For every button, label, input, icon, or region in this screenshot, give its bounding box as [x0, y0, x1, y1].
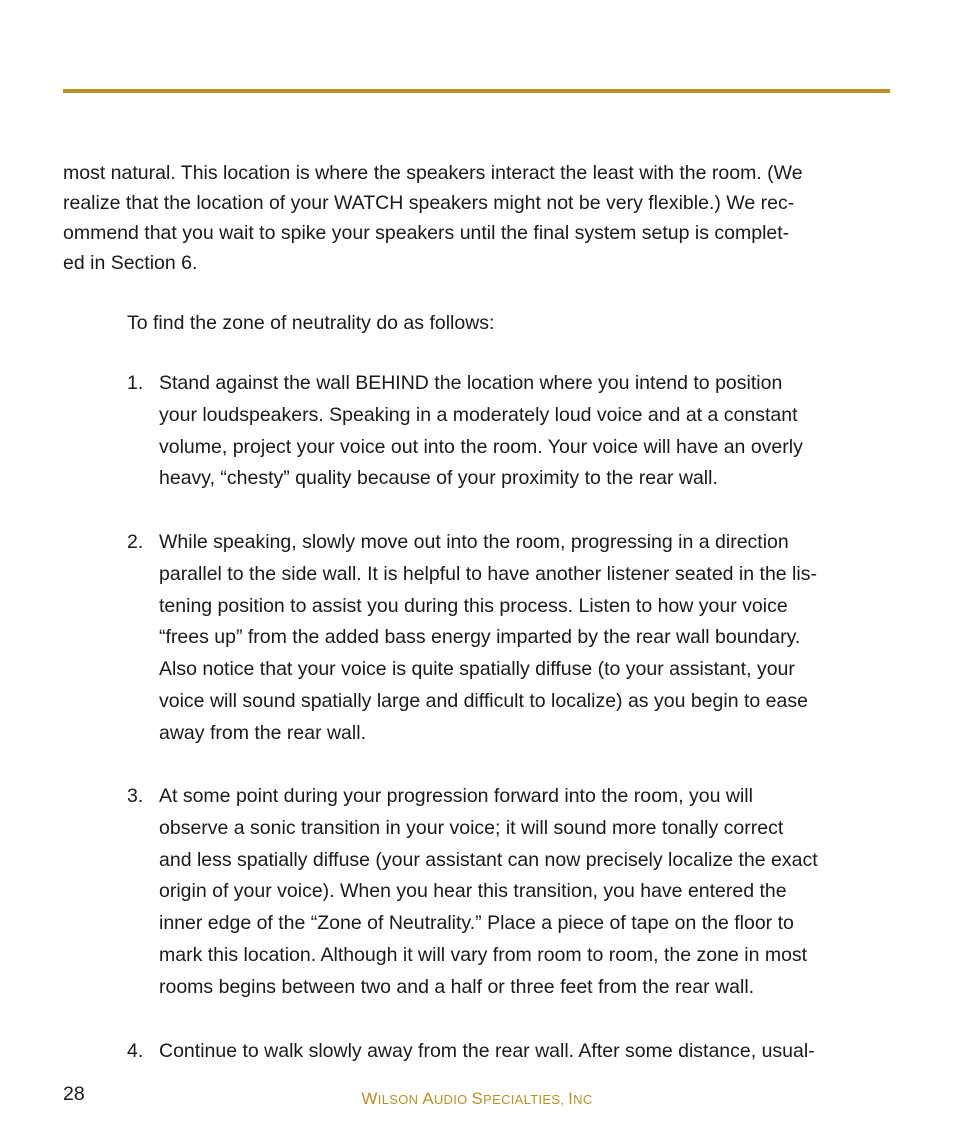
- step-body: [159, 368, 890, 495]
- step-line: tening position to assist you during this process. Listen to how your voice: [159, 594, 788, 617]
- intro-line: realize that the location of your WATCH speakers might not be very flexible.) We rec-: [63, 192, 795, 214]
- step-line: mark this location. Although it will vary from room to room, the zone in most: [159, 943, 808, 966]
- lead-paragraph: To find the zone of neutrality do as follows:: [127, 312, 495, 334]
- step-line: Also notice that your voice is quite spatially diffuse (to your assistant, your: [159, 658, 795, 681]
- intro-line: ommend that you wait to spike your speakers until the final system setup is complet-: [63, 222, 790, 244]
- step-line: parallel to the side wall. It is helpful to have another listener seated in the lis-: [159, 562, 817, 585]
- step-body: [159, 527, 890, 750]
- step-line: Stand against the wall BEHIND the location where you intend to position: [159, 372, 783, 394]
- step-line: inner edge of the “Zone of Neutrality.” Place a piece of tape on the floor to: [159, 912, 794, 935]
- step-line: observe a sonic transition in your voice; it will sound more tonally correct: [159, 816, 784, 839]
- step-line: Continue to walk slowly away from the rear wall. After some distance, usual-: [159, 1040, 815, 1062]
- step-line: origin of your voice). When you hear this transition, you have entered the: [159, 880, 787, 903]
- footer-publisher: WILSON AUDIO SPECIALTIES, INC: [361, 1089, 593, 1108]
- step-line: volume, project your voice out into the room. Your voice will have an overly: [159, 435, 803, 458]
- step-line: your loudspeakers. Speaking in a moderately loud voice and at a constant: [159, 403, 798, 426]
- page-number: 28: [63, 1083, 85, 1105]
- intro-paragraph: [63, 158, 890, 278]
- step-line: rooms begins between two and a half or three feet from the rear wall.: [159, 975, 755, 998]
- step-body: [159, 781, 890, 1004]
- step-line: heavy, “chesty” quality because of your proximity to the rear wall.: [159, 467, 718, 490]
- step-line: away from the rear wall.: [159, 721, 366, 744]
- step-line: and less spatially diffuse (your assistant can now precisely localize the exact: [159, 848, 818, 871]
- step-line: While speaking, slowly move out into the room, progressing in a direction: [159, 531, 789, 553]
- step-line: voice will sound spatially large and difficult to localize) as you begin to ease: [159, 689, 808, 712]
- step-number: 1.: [127, 372, 144, 394]
- step-number: 4.: [127, 1040, 144, 1062]
- step-number: 3.: [127, 785, 144, 807]
- intro-line: most natural. This location is where the speakers interact the least with the room. (We: [63, 162, 803, 184]
- step-body: [159, 1036, 890, 1068]
- header-rule: [63, 89, 890, 93]
- step-line: At some point during your progression forward into the room, you will: [159, 785, 753, 807]
- intro-line: ed in Section 6.: [63, 252, 198, 274]
- step-number: 2.: [127, 531, 144, 553]
- step-line: “frees up” from the added bass energy imparted by the rear wall boundary.: [159, 626, 801, 649]
